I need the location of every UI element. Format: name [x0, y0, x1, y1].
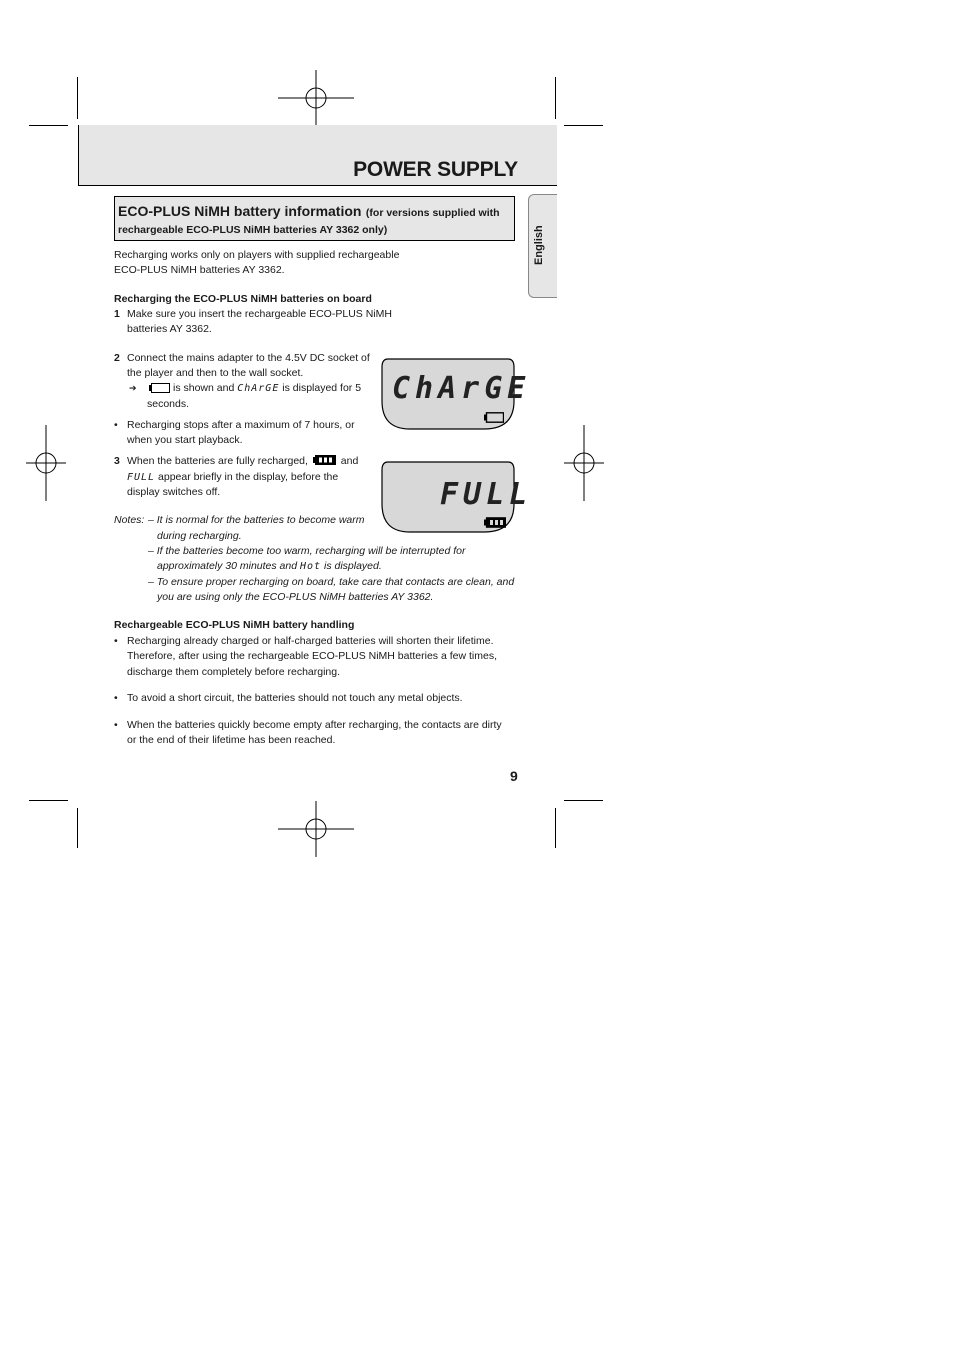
- crop-mark: [77, 77, 78, 119]
- battery-empty-icon: [149, 383, 170, 393]
- crop-mark: [29, 800, 68, 801]
- crop-mark: [555, 808, 556, 848]
- note-text: [157, 559, 382, 574]
- lcd-display-charge: [380, 357, 531, 431]
- step-text: Make sure you insert the rechargeable ECO-PLUS NiMH: [127, 308, 392, 320]
- registration-mark-icon: [278, 801, 354, 857]
- bullet-text: When the batteries quickly become empty after recharging, the contacts are dirty: [127, 719, 502, 731]
- note-text-a: approximately 30 minutes and: [157, 560, 298, 572]
- registration-mark-icon: [26, 425, 66, 501]
- bullet-text: Therefore, after using the rechargeable ECO-PLUS NiMH batteries a few times,: [127, 650, 497, 662]
- step-text: display switches off.: [127, 486, 221, 498]
- step-text: [127, 454, 358, 469]
- result-text-a: is shown and: [173, 382, 235, 394]
- note-text: during recharging.: [157, 530, 242, 542]
- language-tab-label: English: [533, 225, 545, 265]
- battery-full-icon: [313, 455, 336, 465]
- section-heading: Recharging the ECO-PLUS NiMH batteries on board: [114, 293, 372, 305]
- step-number: 1: [114, 308, 120, 320]
- step-text: the player and then to the wall socket.: [127, 367, 304, 379]
- language-tab: [528, 194, 557, 298]
- registration-mark-icon: [564, 425, 604, 501]
- notes-label: Notes:: [114, 514, 145, 526]
- lcd-word-hot: Hot: [300, 561, 322, 572]
- bullet: •: [114, 419, 118, 431]
- note-text-b: is displayed.: [324, 560, 382, 572]
- note-text: you are using only the ECO-PLUS NiMH batteries AY 3362.: [157, 591, 434, 603]
- battery-empty-icon: [484, 412, 504, 423]
- intro-text: Recharging works only on players with supplied rechargeable: [114, 249, 400, 261]
- bullet-text: Recharging stops after a maximum of 7 hours, or: [127, 419, 355, 431]
- info-box-qualifier: rechargeable ECO-PLUS NiMH batteries AY 3362 only): [118, 224, 388, 236]
- note-text: – If the batteries become too warm, recharging will be interrupted for: [148, 545, 466, 557]
- lcd-word-full: FULL: [127, 472, 156, 483]
- step-text: batteries AY 3362.: [127, 323, 212, 335]
- step-text: [127, 470, 338, 485]
- step-text: Connect the mains adapter to the 4.5V DC socket of: [127, 352, 370, 364]
- battery-full-icon: [484, 517, 506, 528]
- bullet: •: [114, 635, 118, 647]
- crop-mark: [29, 125, 68, 126]
- crop-mark: [77, 808, 78, 848]
- lcd-word-charge: ChArGE: [237, 383, 280, 394]
- info-box: [114, 196, 515, 241]
- lcd-display-full: [380, 460, 533, 534]
- lcd-display-text: FULL: [440, 477, 533, 512]
- intro-text: ECO-PLUS NiMH batteries AY 3362.: [114, 264, 285, 276]
- note-text: – It is normal for the batteries to become warm: [148, 514, 365, 526]
- bullet-text: or the end of their lifetime has been reached.: [127, 734, 336, 746]
- result-text: [173, 381, 361, 396]
- bullet-text: when you start playback.: [127, 434, 243, 446]
- bullet-text: To avoid a short circuit, the batteries should not touch any metal objects.: [127, 692, 463, 704]
- page-title: POWER SUPPLY: [353, 158, 518, 181]
- registration-mark-icon: [278, 70, 354, 126]
- info-box-qualifier: (for versions supplied with: [365, 207, 500, 219]
- step-number: 3: [114, 455, 120, 467]
- bullet-text: discharge them completely before recharging.: [127, 666, 341, 678]
- step-number: 2: [114, 352, 120, 364]
- crop-mark: [564, 125, 603, 126]
- bullet-text: Recharging already charged or half-charged batteries will shorten their lifetime.: [127, 635, 494, 647]
- step-text-b: and: [340, 455, 359, 467]
- step-text-b: appear briefly in the display, before the: [158, 471, 339, 483]
- bullet: •: [114, 719, 118, 731]
- crop-mark: [555, 77, 556, 119]
- crop-mark: [564, 800, 603, 801]
- result-text: seconds.: [147, 398, 190, 410]
- page-number: 9: [510, 768, 518, 784]
- result-arrow-icon: ➔: [129, 383, 137, 393]
- result-text-b: is displayed for 5: [282, 382, 362, 394]
- section-heading: Rechargeable ECO-PLUS NiMH battery handling: [114, 619, 355, 631]
- lcd-display-text: ChArGE: [392, 371, 531, 406]
- note-text: – To ensure proper recharging on board, take care that contacts are clean, and: [148, 576, 515, 588]
- step-text-a: When the batteries are fully recharged,: [127, 455, 308, 467]
- info-box-heading: ECO-PLUS NiMH battery information: [118, 203, 362, 219]
- bullet: •: [114, 692, 118, 704]
